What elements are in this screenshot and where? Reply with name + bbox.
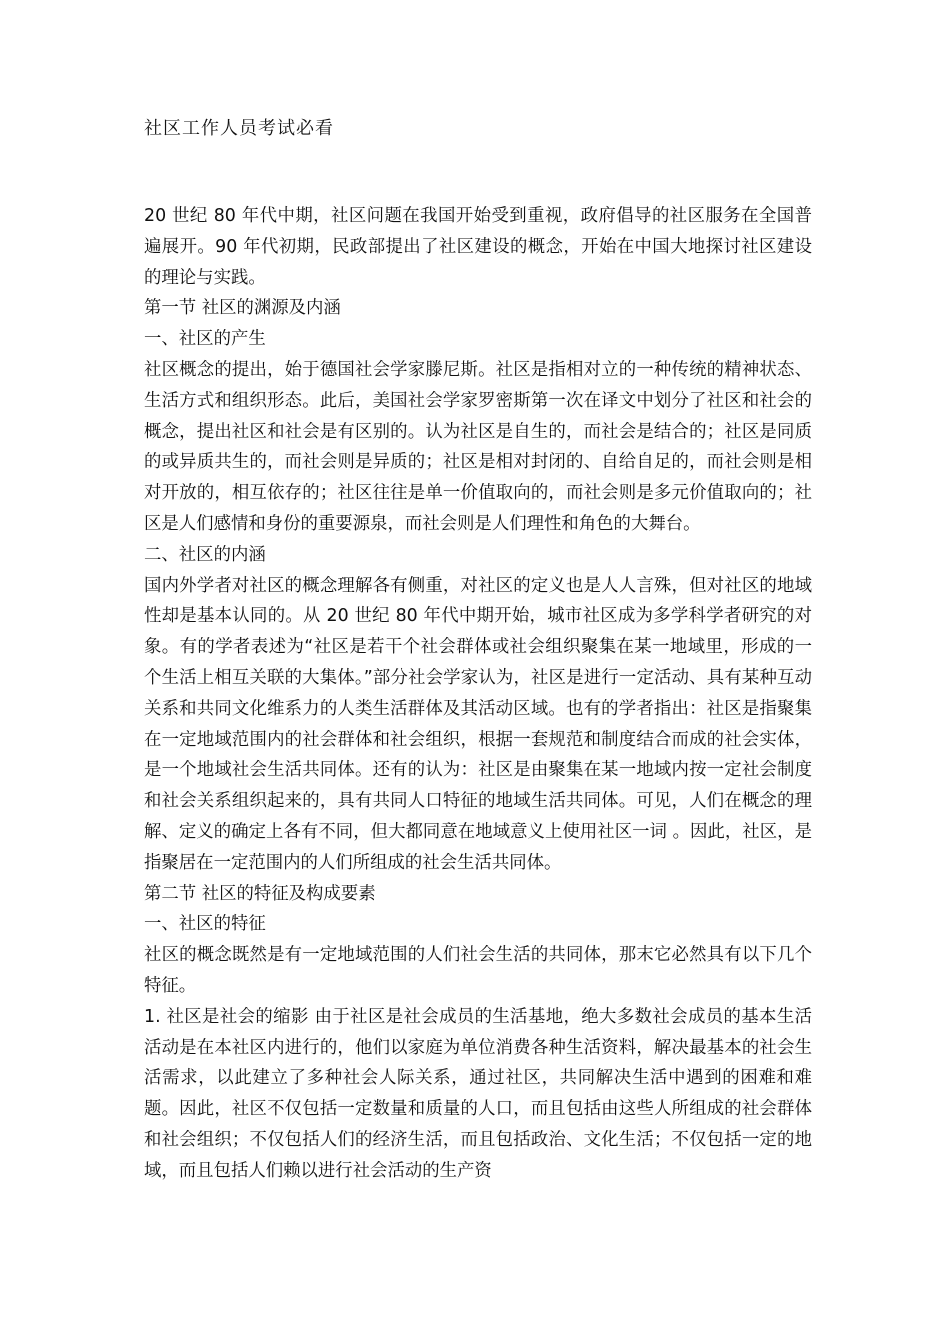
body-paragraph: 1. 社区是社会的缩影 由于社区是社会成员的生活基地，绝大多数社会成员的基本生活活动是在本社区内进行的，他们以家庭为单位消费各种生活资料，解决最基本的社会生活需求，以此建立了多种社会人际关系，通过社区，共同解决生活中遇到的困难和难题。因此，社区不仅包括一定数量和质量的人口，而且包括由这些人所组成的社会群体和社会组织；不仅包括人们的经济生活，而且包括政治、文化生活；不仅包括一定的地域，而且包括人们赖以进行社会活动的生产资	[144, 1006, 812, 1181]
section-heading-2: 第二节 社区的特征及构成要素	[144, 883, 376, 904]
intro-paragraph: 20 世纪 80 年代中期，社区问题在我国开始受到重视，政府倡导的社区服务在全国普遍展开。90 年代初期，民政部提出了社区建设的概念，开始在中国大地探讨社区建设的理论与实践。	[144, 206, 812, 288]
document-body	[144, 201, 812, 1187]
body-paragraph: 国内外学者对社区的概念理解各有侧重，对社区的定义也是人人言殊，但对社区的地域性却是基本认同的。从 20 世纪 80 年代中期开始，城市社区成为多学科学者研究的对象。有的学者表述为“社区是若干个社会群体或社会组织聚集在某一地域里，形成的一个生活上相互关联的大集体。”部分社会学家认为，社区是进行一定活动、具有某种互动关系和共同文化维系力的人类生活群体及其活动区域。也有的学者指出：社区是指聚集在一定地域范围内的社会群体和社会组织，根据一套规范和制度结合而成的社会实体，是一个地域社会生活共同体。还有的认为：社区是由聚集在某一地域内按一定社会制度和社会关系组织起来的，具有共同人口特征的地域生活共同体。可见，人们在概念的理解、定义的确定上各有不同，但大都同意在地域意义上使用社区一词 。因此，社区，是指聚居在一定范围内的人们所组成的社会生活共同体。	[144, 575, 812, 873]
section-heading-1: 第一节 社区的渊源及内涵	[144, 298, 341, 319]
subsection-heading-1-1: 一、社区的产生	[144, 329, 266, 350]
subsection-heading-1-2: 二、社区的内涵	[144, 544, 266, 565]
body-paragraph: 社区概念的提出，始于德国社会学家滕尼斯。社区是指相对立的一种传统的精神状态、生活方式和组织形态。此后，美国社会学家罗密斯第一次在译文中划分了社区和社会的概念，提出社区和社会是有区别的。认为社区是自生的，而社会是结合的；社区是同质的或异质共生的，而社会则是异质的；社区是相对封闭的、自给自足的，而社会则是相对开放的，相互依存的；社区往往是单一价值取向的，而社会则是多元价值取向的；社区是人们感情和身份的重要源泉，而社会则是人们理性和角色的大舞台。	[144, 359, 812, 534]
body-paragraph: 社区的概念既然是有一定地域范围的人们社会生活的共同体，那末它必然具有以下几个特征。	[144, 945, 812, 996]
subsection-heading-2-1: 一、社区的特征	[144, 914, 266, 935]
document-title: 社区工作人员考试必看	[144, 118, 334, 139]
